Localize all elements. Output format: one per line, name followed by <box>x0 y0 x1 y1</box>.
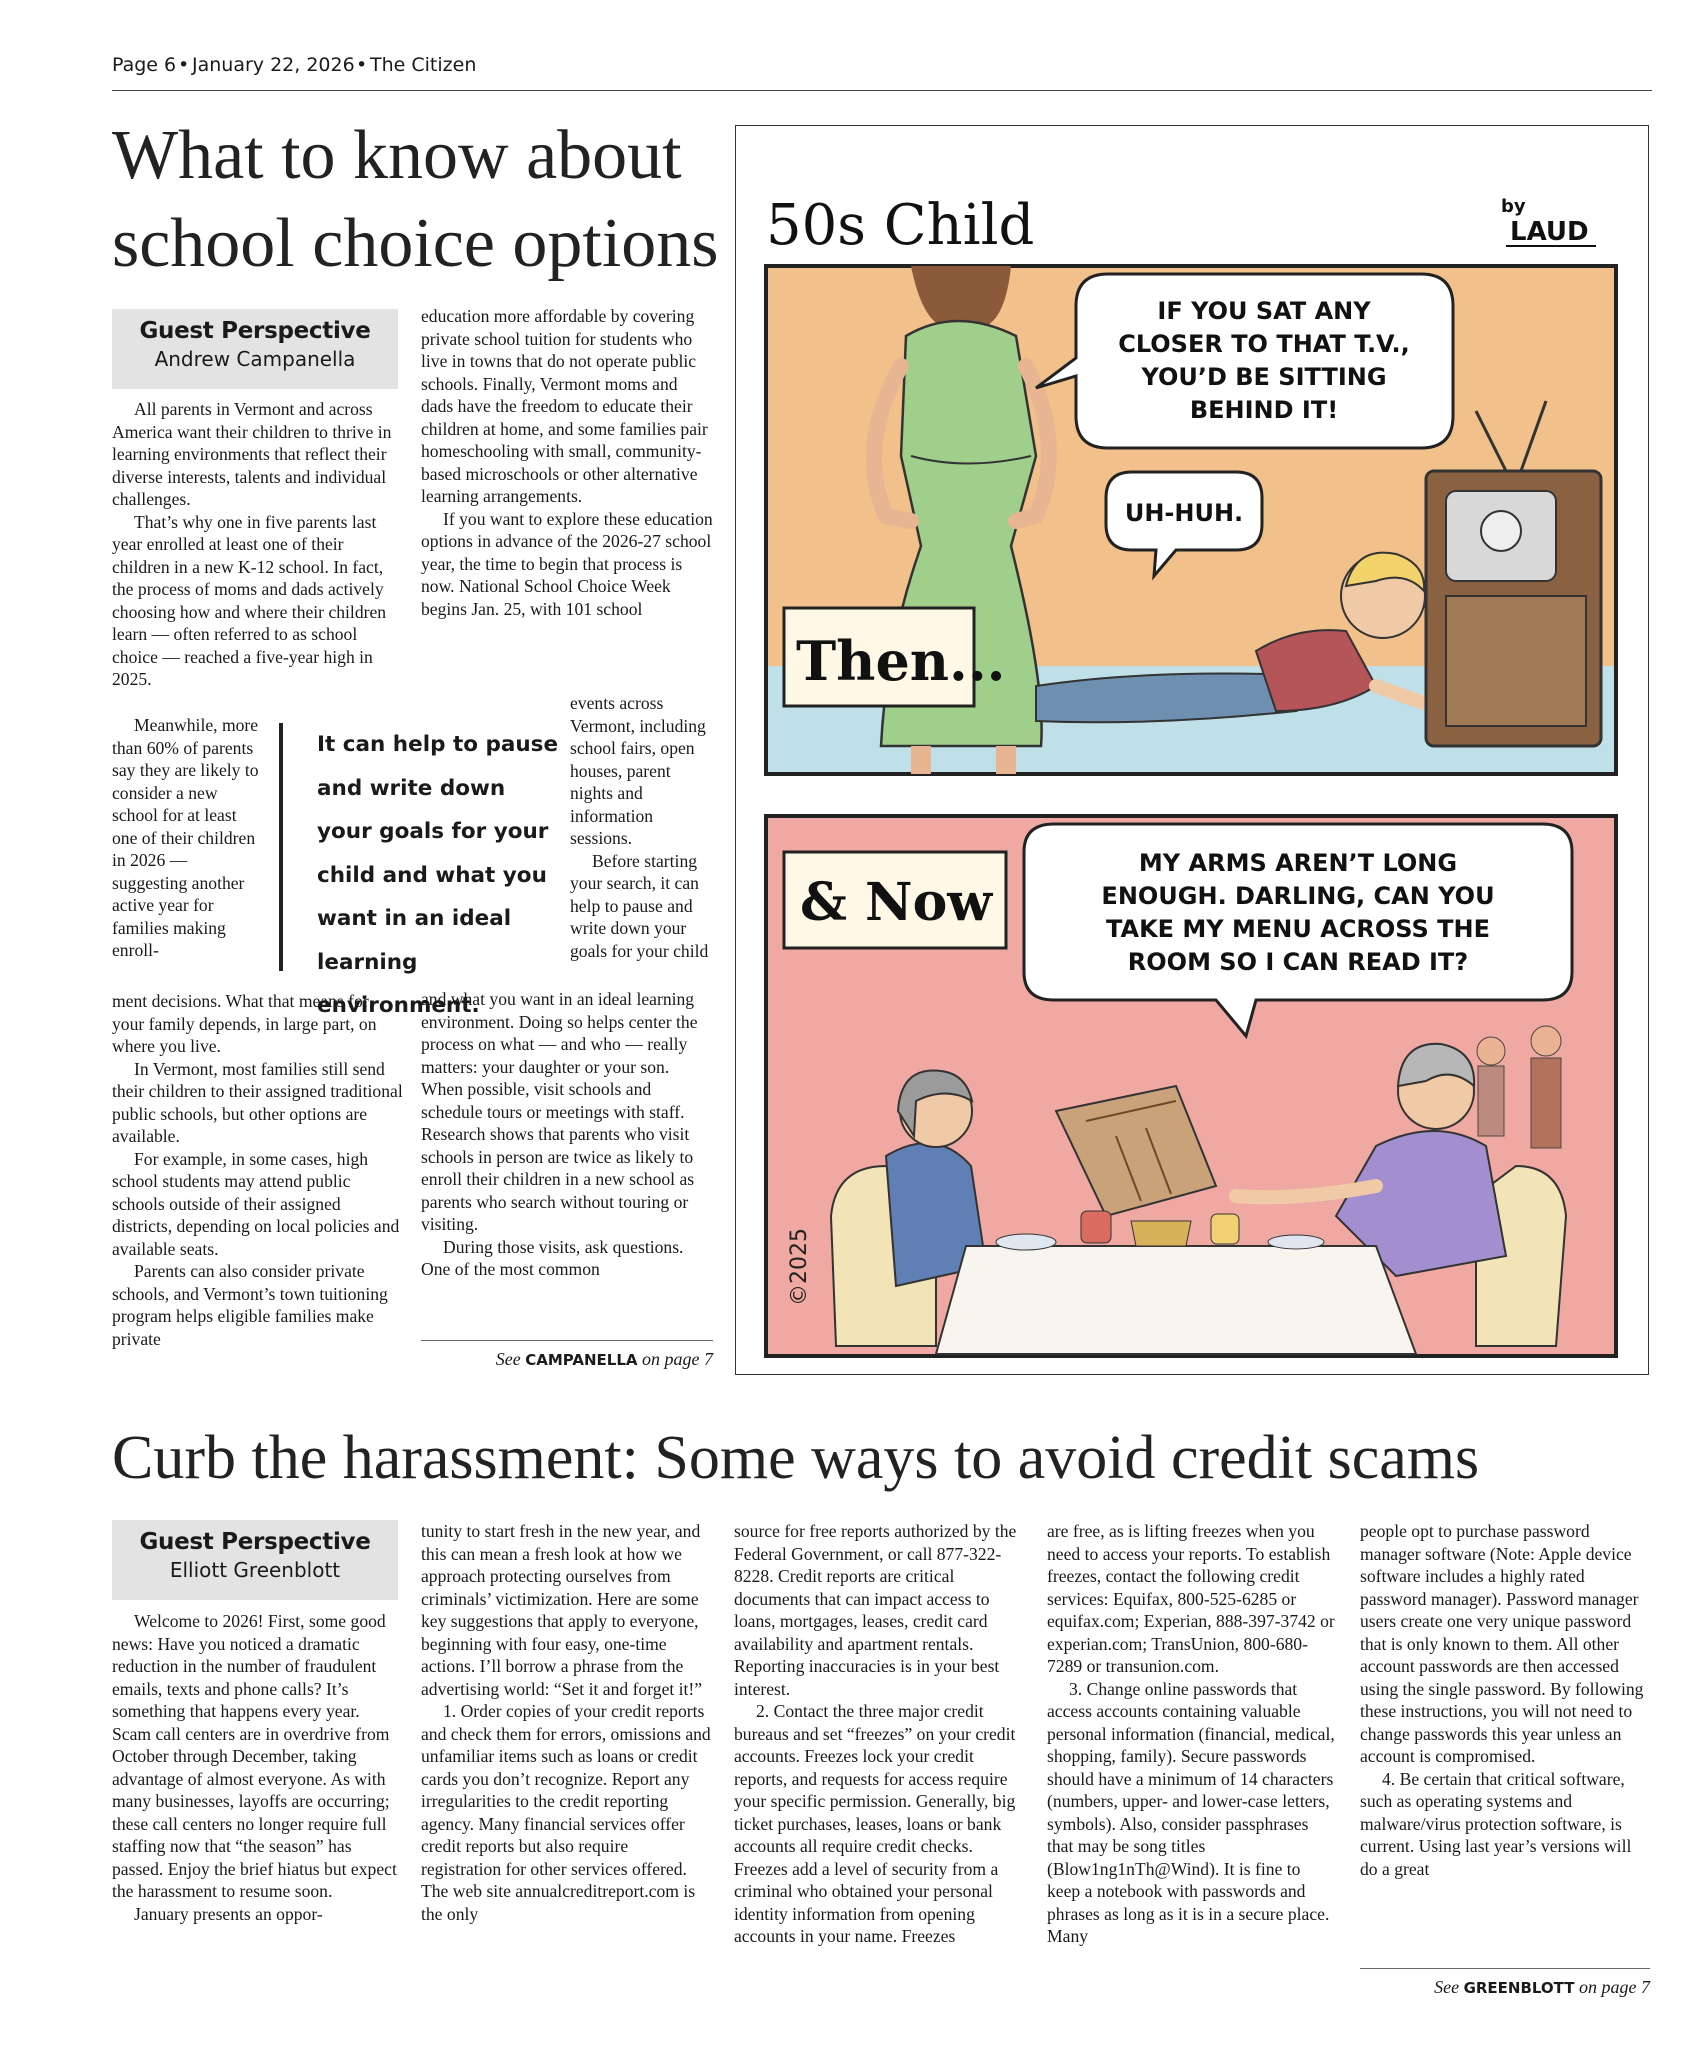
guest-perspective-box <box>112 1520 398 1600</box>
issue-date: January 22, 2026 <box>192 54 355 76</box>
paragraph: events across Vermont, including school fairs, open houses, parent nights and information sessions. <box>570 693 706 848</box>
paragraph: Before starting your search, it can help to pause and write down your goals for your child <box>570 850 709 961</box>
article2-continued-link[interactable] <box>1360 1968 1650 1998</box>
paragraph: If you want to explore these education options in advance of the 2026-27 school year, the time to begin that process is now. National School Choice Week begins Jan. 25, with 101 school <box>421 508 713 619</box>
comic-byline-name: LAUD <box>1510 217 1589 247</box>
bubble-line: CLOSER TO THAT T.V., <box>1118 330 1410 358</box>
continued-page: on page 7 <box>642 1349 713 1369</box>
paragraph: 2. Contact the three major credit bureaus and set “freezes” on your credit accounts. Freezes lock your credit reports, and requests for access require your specific permission. Generally, big ticket purchases, leases, loans or bank accounts all require credit checks. Freezes add a level of security from a criminal who obtained your personal identity information from opening accounts in your name. Freezes <box>734 1701 1016 1946</box>
section-label: Guest Perspective <box>139 1529 371 1555</box>
article2-column-4 <box>1047 1520 1337 1948</box>
speech-bubble-mother <box>1036 274 1453 448</box>
paragraph: All parents in Vermont and across America want their children to thrive in learning environments that reflect their diverse interests, talents and individual challenges. <box>112 399 392 509</box>
guest-perspective-box <box>112 309 398 389</box>
paragraph: 1. Order copies of your credit reports and check them for errors, omissions and unfamiliar items such as loans or credit cards you don’t recognize. Report any irregularities to the credit reporting agency. Many financial services offer credit reports but also require registration for other services offered. The web site annualcreditreport.com is the only <box>421 1701 711 1924</box>
pull-quote: It can help to pause and write down your goals for your child and what you want in an ideal learning environment. <box>279 723 564 971</box>
comic-panel-then <box>766 266 1616 774</box>
paragraph: Welcome to 2026! First, some good news: Have you noticed a dramatic reduction in the number of fraudulent emails, texts and phone calls? It’s something that happens every year. Scam call centers are in overdrive from October through December, taking advantage of almost everyone. As with many businesses, layoffs are occurring; these call centers no longer require full staffing now that “the season” has passed. Enjoy the brief hiatus but expect the harassment to resume soon. <box>112 1611 397 1901</box>
article1-column-2-wrap <box>570 692 713 962</box>
section-label: Guest Perspective <box>139 318 371 344</box>
article2-column-5 <box>1360 1520 1650 1880</box>
bubble-line: TAKE MY MENU ACROSS THE <box>1105 915 1491 943</box>
article2-column-1 <box>112 1610 402 1925</box>
paragraph: That’s why one in five parents last year enrolled at least one of their children in a new K-12 school. In fact, the process of moms and dads actively choosing how and where their children learn — often referred to as school choice — reached a five-year high in 2025. <box>112 511 387 689</box>
see-label: See <box>1434 1977 1460 1997</box>
author-name: Elliott Greenblott <box>169 1558 341 1582</box>
caption-text: & Now <box>800 872 993 933</box>
article1-headline-line2: school choice options <box>112 205 719 282</box>
paragraph: source for free reports authorized by the Federal Government, or call 877-322-8228. Credit reports are critical documents that can impact access to loans, mortgages, leases, credit card availability and apartment rentals. Reporting inaccuracies is in your best interest. <box>734 1521 1017 1699</box>
article2-column-2 <box>421 1520 711 1925</box>
paragraph: 3. Change online passwords that access accounts containing valuable personal information (financial, medical, shopping, family). Secure passwords should have a minimum of 14 characters (numbers, upper- and lower-case letters, symbols). Also, consider passphrases that may be song titles (Blow1ng1nTh@Wind). It is fine to keep a notebook with passwords and phrases as long as it is in a secure place. Many <box>1047 1678 1335 1946</box>
bubble-text: UH-HUH. <box>1124 499 1244 527</box>
comic-byline-by: by <box>1501 196 1526 217</box>
page-header <box>112 50 1652 91</box>
article1-column-2 <box>421 305 713 620</box>
bubble-line: BEHIND IT! <box>1189 396 1339 424</box>
paragraph: January presents an oppor- <box>134 1903 323 1924</box>
paragraph: Parents can also consider private schools, and Vermont’s town tuitioning program helps eligible families make private <box>112 1261 388 1349</box>
comic-title: 50s Child <box>766 193 1035 258</box>
comic-panel-now <box>766 816 1616 1356</box>
paragraph: During those visits, ask questions. One of the most common <box>421 1236 684 1279</box>
article2-column-3 <box>734 1520 1024 1948</box>
article1-column-1-wrap <box>112 714 260 962</box>
paragraph: and what you want in an ideal learning environment. Doing so helps center the process on what — and who — really matters: your daughter or your son. When possible, visit schools and schedule tours or meetings with staff. Research shows that parents who visit schools in person are twice as likely to enroll their children in a new school as parents who search without touring or visiting. <box>421 989 698 1234</box>
header-separator: • <box>178 54 190 76</box>
bubble-line: ROOM SO I CAN READ IT? <box>1127 948 1469 976</box>
copyright-notice: ©2025 <box>787 1228 812 1306</box>
comic-strip <box>735 125 1649 1375</box>
paragraph: In Vermont, most families still send their children to their assigned traditional public schools, but other options are available. <box>112 1058 403 1146</box>
paragraph: people opt to purchase password manager software (Note: Apple device software includes a highly rated password manager). Password manager users create one very unique password that is only known to them. All other account passwords are then accessed using the single password. By following these instructions, you will not need to change passwords this year unless an account is compromised. <box>1360 1521 1644 1766</box>
comic-illustration <box>736 126 1648 1374</box>
paragraph: tunity to start fresh in the new year, and this can mean a fresh look at how we approach protecting ourselves from criminals’ victimization. Here are some key suggestions that apply to everyone, beginning with four easy, one-time actions. I’ll borrow a phrase from the advertising world: “Set it and forget it!” <box>421 1521 703 1699</box>
page-number: Page 6 <box>112 54 177 76</box>
paragraph: Meanwhile, more than 60% of parents say they are likely to consider a new school for at least one of their children in 2026 — suggesting another active year for families making enroll- <box>112 715 259 960</box>
paragraph: ment decisions. What that means for your family depends, in large part, on where you live. <box>112 991 377 1056</box>
panel-caption-then <box>784 608 1005 706</box>
caption-text: Then... <box>796 629 1006 693</box>
header-separator: • <box>356 54 368 76</box>
article1-headline <box>112 112 732 288</box>
bubble-line: MY ARMS AREN’T LONG <box>1138 849 1458 877</box>
continued-name: GREENBLOTT <box>1463 1979 1575 1997</box>
continued-page: on page 7 <box>1579 1977 1650 1997</box>
bubble-line: IF YOU SAT ANY <box>1157 297 1371 325</box>
article1-headline-line1: What to know about <box>112 117 682 194</box>
panel-caption-now <box>784 852 1006 948</box>
paragraph: are free, as is lifting freezes when you need to access your reports. To establish freezes, contact the following credit services: Equifax, 800-525-6285 or equifax.com; Experian, 888-397-3742 or experian.com; TransUnion, 800-680-7289 or transunion.com. <box>1047 1521 1335 1676</box>
see-label: See <box>495 1349 521 1369</box>
article2-headline: Curb the harassment: Some ways to avoid credit scams <box>112 1424 1480 1492</box>
article1-column-1-lower <box>112 990 404 1350</box>
bubble-line: ENOUGH. DARLING, CAN YOU <box>1101 882 1495 910</box>
article1-column-1 <box>112 398 404 691</box>
author-name: Andrew Campanella <box>154 347 356 371</box>
newspaper-name: The Citizen <box>370 54 477 76</box>
continued-name: CAMPANELLA <box>525 1351 638 1369</box>
paragraph: 4. Be certain that critical software, such as operating systems and malware/virus protection software, is current. Using last year’s versions will do a great <box>1360 1768 1632 1879</box>
paragraph: education more affordable by covering private school tuition for students who live in towns that do not operate public schools. Finally, Vermont moms and dads have the freedom to educate their children at home, and some families pair homeschooling with small, community-based microschools or other alternative learning arrangements. <box>421 306 708 506</box>
paragraph: For example, in some cases, high school students may attend public schools outside of their assigned districts, depending on local policies and available seats. <box>112 1148 400 1259</box>
article1-column-2-lower <box>421 988 713 1281</box>
bubble-line: YOU’D BE SITTING <box>1141 363 1387 391</box>
article1-continued-link[interactable] <box>421 1340 713 1370</box>
